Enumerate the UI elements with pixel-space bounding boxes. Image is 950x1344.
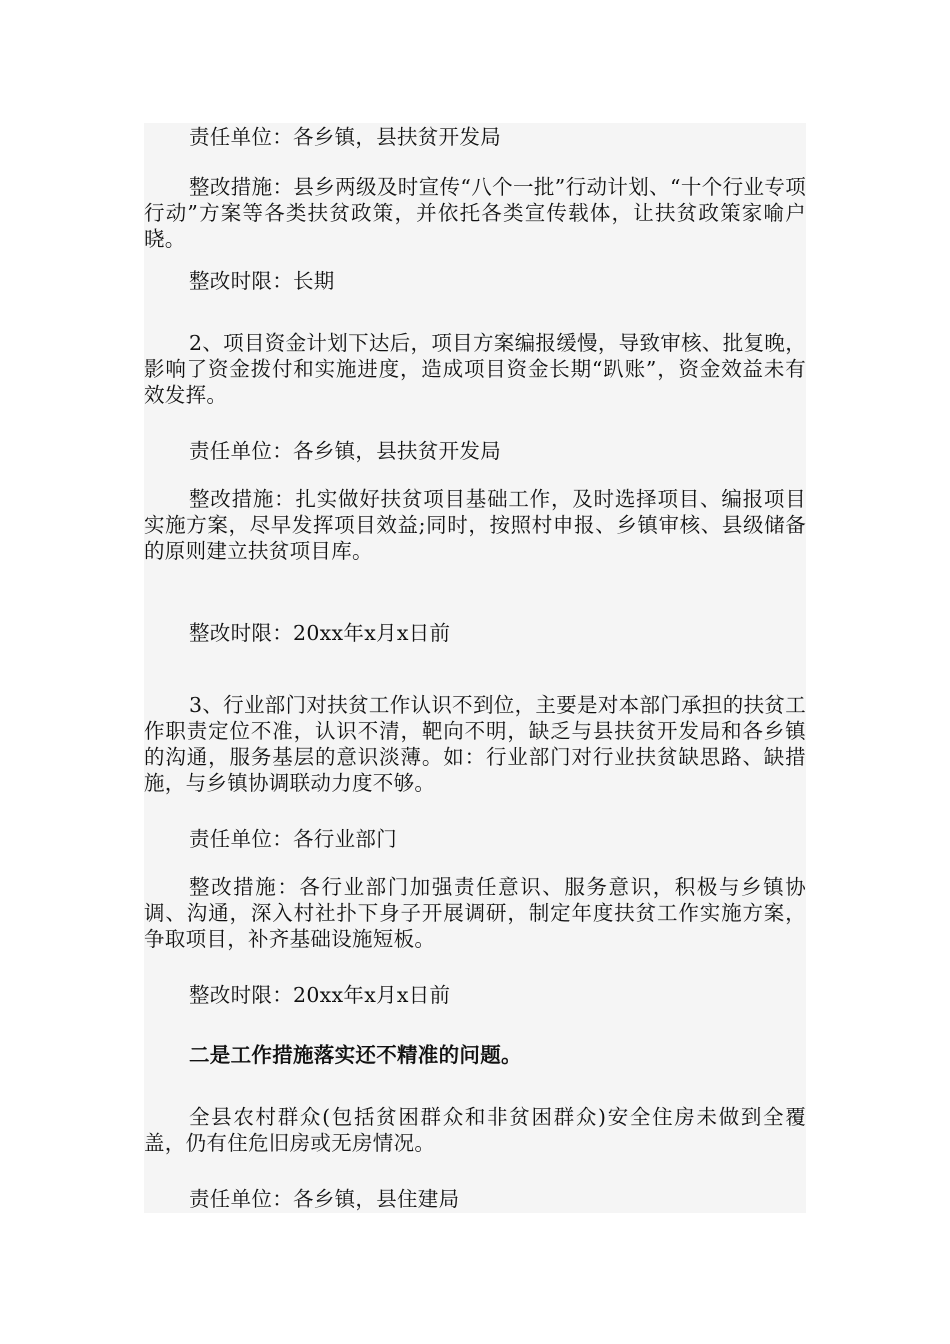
rectification-measures-3: 整改措施：各行业部门加强责任意识、服务意识，积极与乡镇协调、沟通，深入村社扑下身子开展调研，制定年度扶贫工作实施方案，争取项目，补齐基础设施短板。 bbox=[144, 875, 806, 951]
issue-paragraph-3: 3、行业部门对扶贫工作认识不到位，主要是对本部门承担的扶贫工作职责定位不准，认识不清，靶向不明，缺乏与县扶贫开发局和各乡镇的沟通，服务基层的意识淡薄。如：行业部门对行业扶贫缺思路、缺措施，与乡镇协调联动力度不够。 bbox=[144, 693, 806, 795]
housing-issue-paragraph: 全县农村群众(包括贫困群众和非贫困群众)安全住房未做到全覆盖，仍有住危旧房或无房情况。 bbox=[144, 1105, 806, 1155]
rectification-measures-1: 整改措施：县乡两级及时宣传“八个一批”行动计划、“十个行业专项行动”方案等各类扶贫政策，并依托各类宣传载体，让扶贫政策家喻户晓。 bbox=[144, 175, 806, 251]
responsibility-line-1: 责任单位：各乡镇，县扶贫开发局 bbox=[189, 125, 501, 149]
deadline-line-1: 整改时限：长期 bbox=[189, 269, 335, 293]
section-heading-2: 二是工作措施落实还不精准的问题。 bbox=[189, 1043, 522, 1067]
issue-paragraph-2: 2、项目资金计划下达后，项目方案编报缓慢，导致审核、批复晚，影响了资金拨付和实施进度，造成项目资金长期“趴账”，资金效益未有效发挥。 bbox=[144, 331, 806, 407]
responsibility-line-2: 责任单位：各乡镇，县扶贫开发局 bbox=[189, 439, 501, 463]
responsibility-line-4: 责任单位：各乡镇，县住建局 bbox=[189, 1187, 460, 1211]
responsibility-line-3: 责任单位：各行业部门 bbox=[189, 827, 397, 851]
deadline-line-3: 整改时限：20xx年x月x日前 bbox=[189, 983, 451, 1007]
rectification-measures-2: 整改措施：扎实做好扶贫项目基础工作，及时选择项目、编报项目实施方案，尽早发挥项目效益;同时，按照村申报、乡镇审核、县级储备的原则建立扶贫项目库。 bbox=[144, 487, 806, 563]
deadline-line-2: 整改时限：20xx年x月x日前 bbox=[189, 621, 451, 645]
